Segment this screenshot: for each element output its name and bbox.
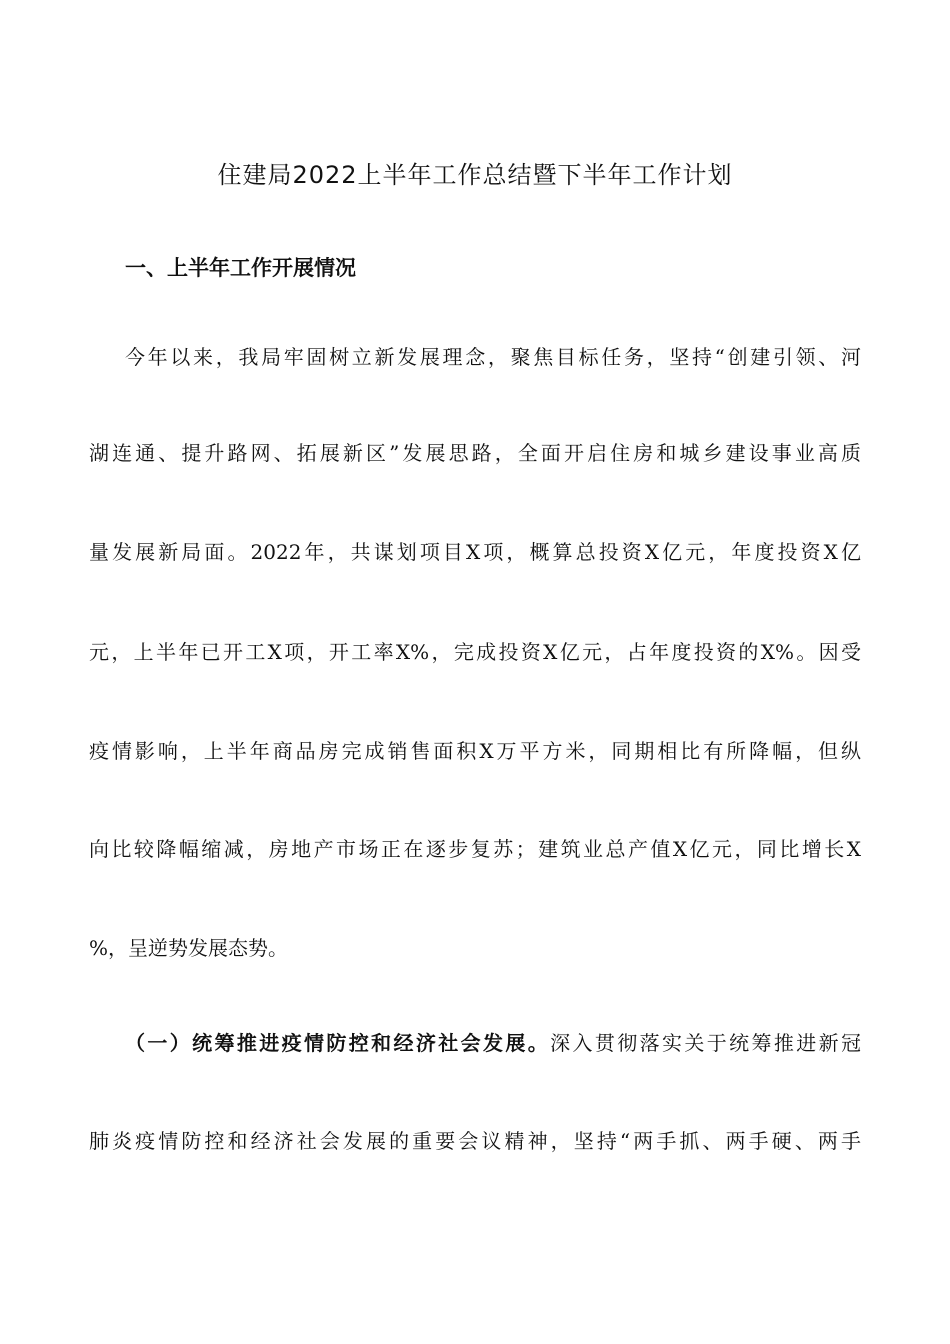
paragraph-line: 今年以来，我局牢固树立新发展理念，聚焦目标任务，坚持“创建引领、河 [125, 345, 861, 369]
paragraph-line: 元，上半年已开工X项，开工率X%，完成投资X亿元，占年度投资的X%。因受 [89, 640, 861, 664]
subsection-first-line [125, 1028, 861, 1058]
paragraph-line: 量发展新局面。2022年，共谋划项目X项，概算总投资X亿元，年度投资X亿 [89, 540, 861, 564]
section-heading: 一、上半年工作开展情况 [125, 256, 356, 280]
paragraph-line: 肺炎疫情防控和经济社会发展的重要会议精神，坚持“两手抓、两手硬、两手 [89, 1129, 861, 1153]
paragraph-line: 湖连通、提升路网、拓展新区”发展思路，全面开启住房和城乡建设事业高质 [89, 441, 861, 465]
paragraph-line: %，呈逆势发展态势。 [89, 936, 289, 960]
document-title: 住建局2022上半年工作总结暨下半年工作计划 [217, 161, 733, 189]
paragraph-line: 向比较降幅缩减，房地产市场正在逐步复苏；建筑业总产值X亿元，同比增长X [89, 837, 861, 861]
paragraph-line: 疫情影响，上半年商品房完成销售面积X万平方米，同期相比有所降幅，但纵 [89, 739, 861, 763]
subsection-text: 深入贯彻落实关于统筹推进新冠 [550, 1031, 861, 1055]
subsection-heading: （一）统筹推进疫情防控和经济社会发展。 [125, 1031, 551, 1055]
